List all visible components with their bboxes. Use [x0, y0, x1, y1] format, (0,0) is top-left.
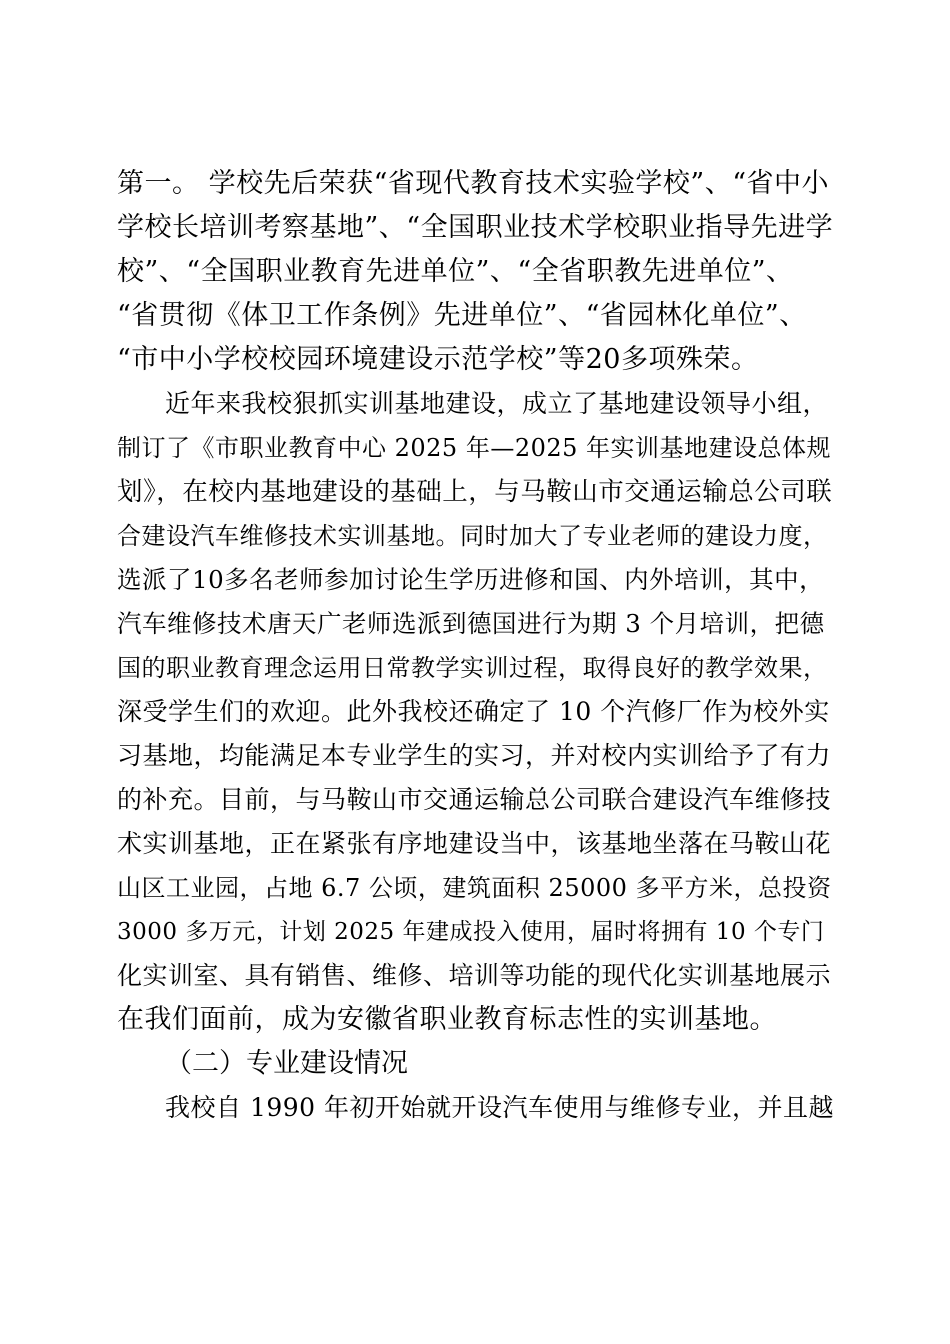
paragraph-2-line-7: 国的职业教育理念运用日常教学实训过程，取得良好的教学效果，	[117, 654, 828, 682]
paragraph-2-line-3: 划》，在校内基地建设的基础上，与马鞍山市交通运输总公司联	[117, 477, 833, 507]
paragraph-2-line-14: 化实训室、具有销售、维修、培训等功能的现代化实训基地展示	[117, 961, 832, 990]
paragraph-2-line-5: 选派了10多名老师参加讨论生学历进修和国、内外培训，其中，	[117, 565, 825, 594]
paragraph-2-line-8: 深受学生们的欢迎。此外我校还确定了 10 个汽修厂作为校外实	[117, 697, 830, 726]
paragraph-2-line-9: 习基地，均能满足本专业学生的实习，并对校内实训给予了有力	[117, 741, 832, 770]
paragraph-2-line-6: 汽车维修技术唐天广老师选派到德国进行为期 3 个月培训，把德	[117, 609, 825, 638]
paragraph-3-line-1: 我校自 1990 年初开始就开设汽车使用与维修专业，并且越	[165, 1093, 835, 1122]
paragraph-1-line-3: 校”、“全国职业教育先进单位”、“全省职教先进单位”、	[117, 256, 794, 287]
paragraph-2-line-15: 在我们面前，成为安徽省职业教育标志性的实训基地。	[117, 1004, 777, 1035]
paragraph-2-line-1: 近年来我校狠抓实训基地建设，成立了基地建设领导小组，	[165, 389, 829, 418]
paragraph-2-line-10: 的补充。目前，与马鞍山市交通运输总公司联合建设汽车维修技	[117, 785, 832, 814]
paragraph-2-line-11: 术实训基地，正在紧张有序地建设当中，该基地坐落在马鞍山花	[117, 829, 832, 858]
paragraph-2-line-12: 山区工业园，占地 6.7 公顷，建筑面积 25000 多平方米，总投资	[117, 874, 832, 902]
paragraph-1-line-1: 第一。 学校先后荣获“省现代教育技术实验学校”、“省中小	[117, 168, 829, 199]
paragraph-1-line-2: 学校长培训考察基地”、“全国职业技术学校职业指导先进学	[117, 212, 834, 243]
section-heading: （二）专业建设情况	[165, 1048, 408, 1079]
paragraph-2-line-13: 3000 多万元，计划 2025 年建成投入使用，届时将拥有 10 个专门	[117, 919, 825, 945]
paragraph-1-line-5: “市中小学校校园环境建设示范学校”等20多项殊荣。	[117, 344, 759, 375]
paragraph-2-line-2: 制订了《市职业教育中心 2025 年—2025 年实训基地建设总体规	[117, 434, 832, 462]
paragraph-2-line-4: 合建设汽车维修技术实训基地。同时加大了专业老师的建设力度，	[117, 522, 828, 550]
paragraph-1-line-4: “省贯彻《体卫工作条例》先进单位”、“省园林化单位”、	[117, 300, 807, 331]
